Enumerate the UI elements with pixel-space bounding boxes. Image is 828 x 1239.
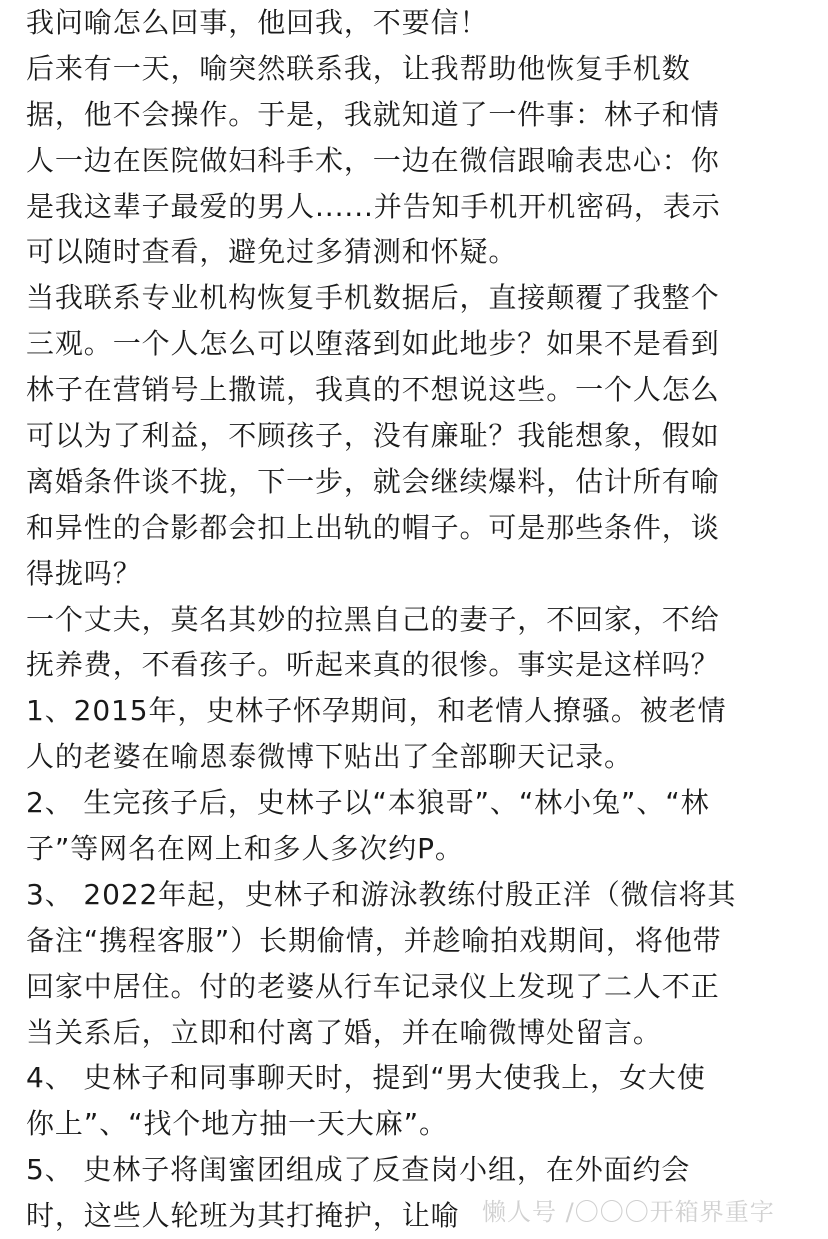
text-line: 三观。一个人怎么可以堕落到如此地步？如果不是看到 <box>26 327 720 361</box>
text-line: 据，他不会操作。于是，我就知道了一件事：林子和情 <box>26 97 720 131</box>
text-line: 可以为了利益，不顾孩子，没有廉耻？我能想象，假如 <box>26 419 720 453</box>
text-line: 你上”、“找个地方抽一天大麻”。 <box>26 1107 448 1141</box>
text-line: 后来有一天，喻突然联系我，让我帮助他恢复手机数 <box>26 51 691 85</box>
watermark-text: 懒人号 /〇〇〇开箱界重字 <box>482 1198 775 1226</box>
text-line: 子”等网名在网上和多人多次约P。 <box>26 832 464 866</box>
text-line: 人一边在医院做妇科手术，一边在微信跟喻表忠心：你 <box>26 143 720 177</box>
text-line: 1、2015年，史林子怀孕期间，和老情人撩骚。被老情 <box>26 694 727 728</box>
text-line: 和异性的合影都会扣上出轨的帽子。可是那些条件，谈 <box>26 510 720 544</box>
text-line: 林子在营销号上撒谎，我真的不想说这些。一个人怎么 <box>26 373 720 407</box>
text-line: 2、 生完孩子后，史林子以“本狼哥”、“林小兔”、“林 <box>26 786 710 820</box>
text-line: 离婚条件谈不拢，下一步，就会继续爆料，估计所有喻 <box>26 464 720 498</box>
text-line: 是我这辈子最爱的男人......并告知手机开机密码，表示 <box>26 189 721 223</box>
article-body <box>26 0 816 1239</box>
text-line: 3、 2022年起，史林子和游泳教练付殷正洋（微信将其 <box>26 877 737 911</box>
text-line: 当我联系专业机构恢复手机数据后，直接颠覆了我整个 <box>26 281 720 315</box>
text-line: 可以随时查看，避免过多猜测和怀疑。 <box>26 235 518 269</box>
text-line: 5、 史林子将闺蜜团组成了反查岗小组，在外面约会 <box>26 1153 691 1187</box>
text-line: 一个丈夫，莫名其妙的拉黑自己的妻子，不回家，不给 <box>26 602 720 636</box>
text-line: 4、 史林子和同事聊天时，提到“男大使我上，女大使 <box>26 1061 706 1095</box>
text-line: 人的老婆在喻恩泰微博下贴出了全部聊天记录。 <box>26 740 633 774</box>
text-line: 时，这些人轮班为其打掩护，让喻 <box>26 1199 460 1233</box>
text-line: 我问喻怎么回事，他回我，不要信！ <box>26 6 489 39</box>
text-line: 备注“携程客服”）长期偷情，并趁喻拍戏期间，将他带 <box>26 923 722 957</box>
text-line: 抚养费，不看孩子。听起来真的很惨。事实是这样吗？ <box>26 648 720 682</box>
text-line: 回家中居住。付的老婆从行车记录仪上发现了二人不正 <box>26 969 720 1003</box>
watermark <box>478 1188 828 1231</box>
text-line: 当关系后，立即和付离了婚，并在喻微博处留言。 <box>26 1015 662 1049</box>
text-line: 得拢吗？ <box>26 556 142 590</box>
